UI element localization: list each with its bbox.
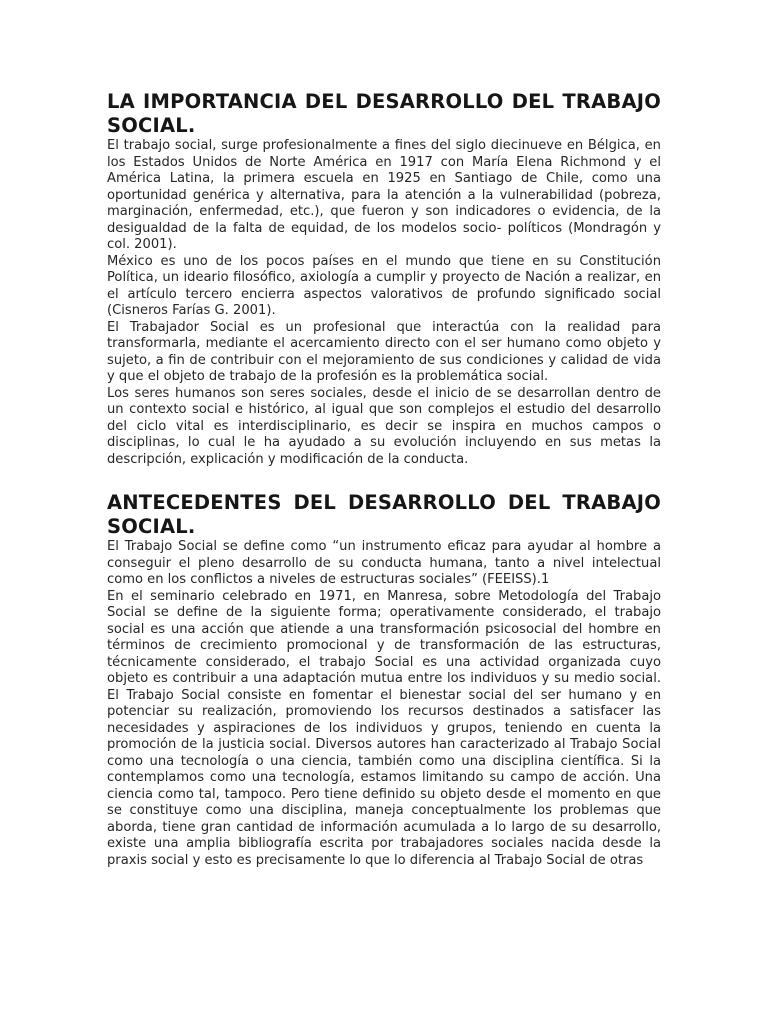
paragraph: El Trabajo Social se define como “un instrumento eficaz para ayudar al hombre a conseguir el pleno desarrollo de su conducta humana, tanto a nivel intelectual como en los conflictos a niveles de estructuras sociales” (FEEISS).1 (107, 539, 661, 587)
section-heading-antecedentes: ANTECEDENTES DEL DESARROLLO DEL TRABAJO SOCIAL. (107, 491, 661, 538)
document-page (107, 90, 661, 869)
paragraph: México es uno de los pocos países en el mundo que tiene en su Constitución Política, un ideario filosófico, axiología a cumplir y proyecto de Nación a realizar, en el artículo tercero encierra aspectos valorativos de profundo significado social (Cisneros Farías G. 2001). (107, 253, 661, 318)
paragraph: En el seminario celebrado en 1971, en Manresa, sobre Metodología del Trabajo Social se define de la siguiente forma; operativamente considerado, el trabajo social es una acción que atiende a una transformación psicosocial del hombre en términos de crecimiento promocional y de transformación de las estructuras, técnicamente considerado, el trabajo Social es una actividad organizada cuyo objeto es contribuir a una adaptación mutua entre los individuos y su medio social. El Trabajo Social consiste en fomentar el bienestar social del ser humano y en potenciar su realización, promoviendo los recursos destinados a satisfacer las necesidades y aspiraciones de los individuos y grupos, teniendo en cuenta la promoción de la justicia social. Diversos autores han caracterizado al Trabajo Social como una tecnología o una ciencia, también como una disciplina científica. Si la contemplamos como una tecnología, estamos limitando su campo de acción. Una ciencia como tal, tampoco. Pero tiene definido su objeto desde el momento en que se constituye como una disciplina, maneja conceptualmente los problemas que aborda, tiene gran cantidad de información acumulada a lo largo de su desarrollo, existe una amplia bibliografía escrita por trabajadores sociales nacida desde la praxis social y esto es precisamente lo que lo diferencia al Trabajo Social de otras (107, 588, 661, 868)
section-spacer (107, 468, 661, 491)
paragraph: El Trabajador Social es un profesional que interactúa con la realidad para transformarla, mediante el acercamiento directo con el ser humano como objeto y sujeto, a fin de contribuir con el mejoramiento de sus condiciones y calidad de vida y que el objeto de trabajo de la profesión es la problemática social. (107, 319, 661, 384)
paragraph: El trabajo social, surge profesionalmente a fines del siglo diecinueve en Bélgica, en los Estados Unidos de Norte América en 1917 con María Elena Richmond y el América Latina, la primera escuela en 1925 en Santiago de Chile, como una oportunidad genérica y alternativa, para la atención a la vulnerabilidad (pobreza, marginación, enfermedad, etc.), que fueron y son indicadores o evidencia, de la desigualdad de la falta de equidad, de los modelos socio- políticos (Mondragón y col. 2001). (107, 138, 661, 252)
paragraph: Los seres humanos son seres sociales, desde el inicio de se desarrollan dentro de un contexto social e histórico, al igual que son complejos el estudio del desarrollo del ciclo vital es interdisciplinario, es decir se inspira en muchos campos o disciplinas, lo cual le ha ayudado a su evolución incluyendo en sus metas la descripción, explicación y modificación de la conducta. (107, 385, 661, 467)
section-heading-importancia: LA IMPORTANCIA DEL DESARROLLO DEL TRABAJO SOCIAL. (107, 90, 661, 137)
